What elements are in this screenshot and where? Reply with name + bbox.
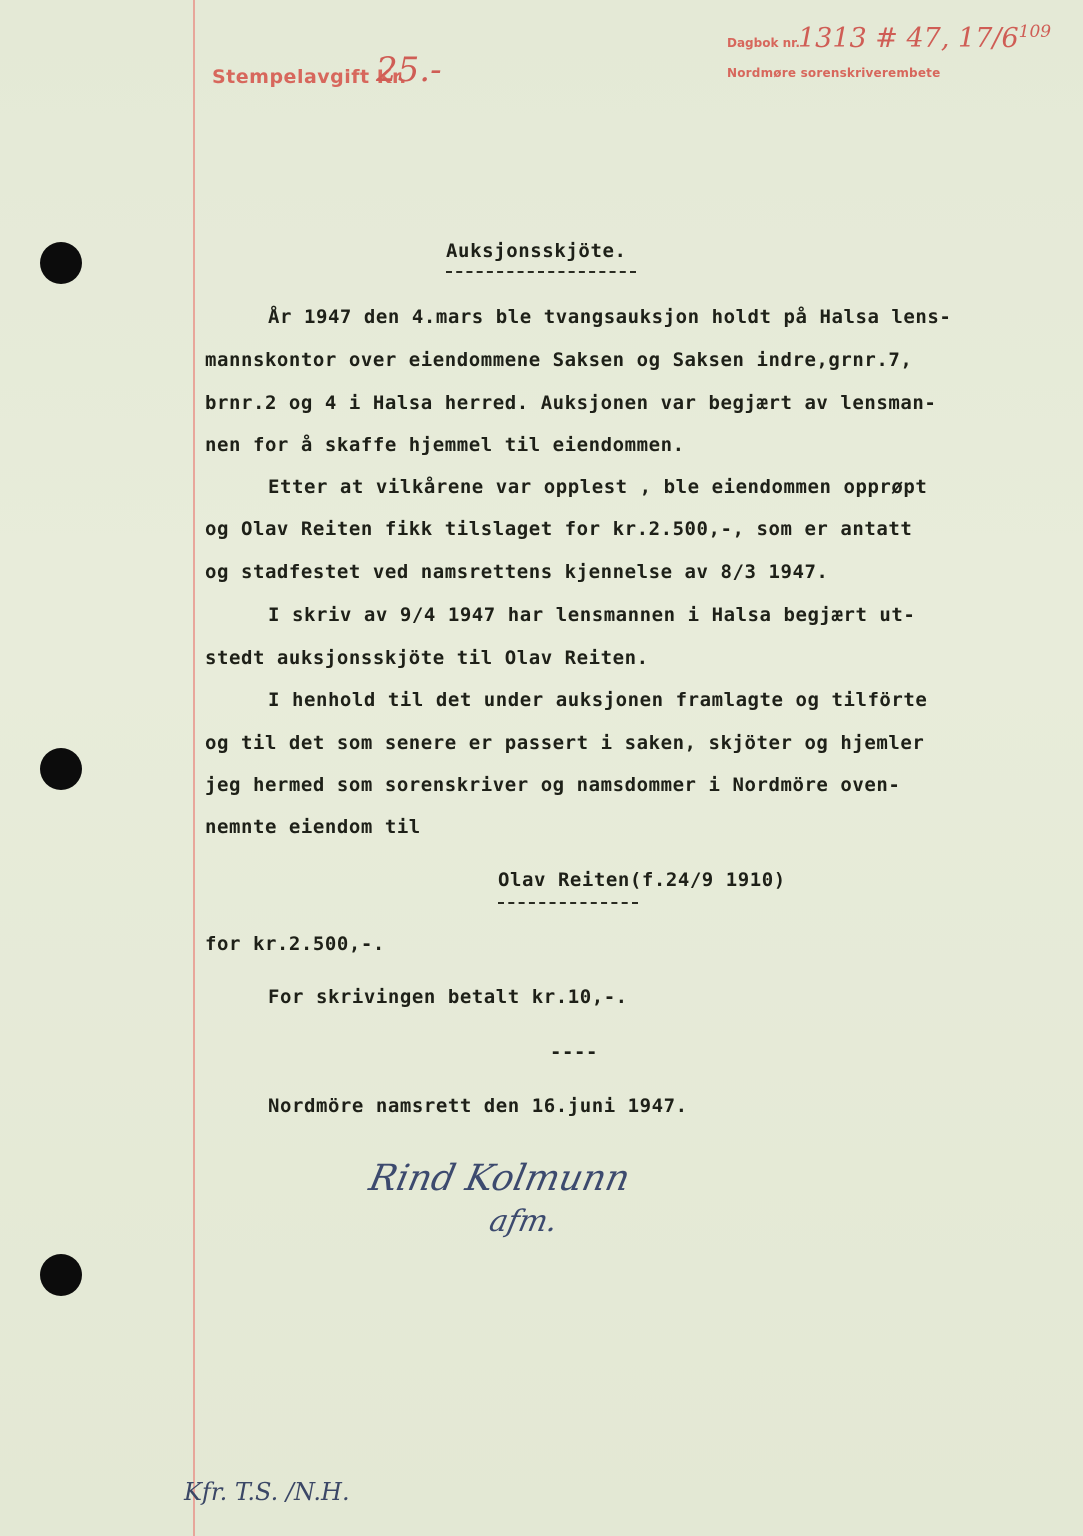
body-line: stedt auksjonsskjöte til Olav Reiten. (205, 647, 649, 669)
punch-hole-icon (40, 242, 82, 284)
title-underline (446, 271, 636, 273)
body-line: og til det som senere er passert i saken, skjöter og hjemler (205, 732, 925, 754)
price-line: for kr.2.500,-. (205, 933, 385, 955)
register-number (798, 22, 1051, 54)
body-line: I henhold til det under auksjonen framlagte og tilförte (268, 689, 928, 711)
body-line: og Olav Reiten fikk tilslaget for kr.2.500,-, som er antatt (205, 518, 913, 540)
punch-hole-icon (40, 1254, 82, 1296)
register-label: Dagbok nr. (727, 36, 800, 50)
body-line: nen for å skaffe hjemmel til eiendommen. (205, 434, 685, 456)
buyer-underline (498, 902, 638, 904)
body-line: brnr.2 og 4 i Halsa herred. Auksjonen var begjært av lensman- (205, 392, 937, 414)
margin-line (193, 0, 195, 1536)
page-number: 109 (1018, 22, 1052, 42)
body-line: nemnte eiendom til (205, 816, 421, 838)
footer-note: Kfr. T.S. /N.H. (184, 1478, 350, 1506)
place-date-line: Nordmöre namsrett den 16.juni 1947. (268, 1095, 688, 1117)
stamp-amount: 25.- (376, 50, 442, 90)
punch-hole-icon (40, 748, 82, 790)
body-line: og stadfestet ved namsrettens kjennelse av 8/3 1947. (205, 561, 829, 583)
body-line: År 1947 den 4.mars ble tvangsauksjon holdt på Halsa lens- (268, 306, 952, 328)
stamp-label: Stempelavgift Kr. (212, 66, 407, 88)
register-number-value: 1313 # 47, 17/6 (798, 23, 1019, 54)
signature: Rind Kolmunn (365, 1158, 634, 1199)
body-line: I skriv av 9/4 1947 har lensmannen i Halsa begjært ut- (268, 604, 916, 626)
office-stamp: Nordmøre sorenskriverembete (727, 66, 941, 80)
separator: ---- (550, 1041, 598, 1063)
fee-line: For skrivingen betalt kr.10,-. (268, 986, 628, 1008)
buyer-name: Olav Reiten(f.24/9 1910) (498, 869, 786, 891)
body-line: Etter at vilkårene var opplest , ble eiendommen opprøpt (268, 476, 928, 498)
signature-title: afm. (486, 1204, 561, 1239)
body-line: mannskontor over eiendommene Saksen og Saksen indre,grnr.7, (205, 349, 913, 371)
body-line: jeg hermed som sorenskriver og namsdommer i Nordmöre oven- (205, 774, 901, 796)
document-title: Auksjonsskjöte. (446, 240, 627, 262)
